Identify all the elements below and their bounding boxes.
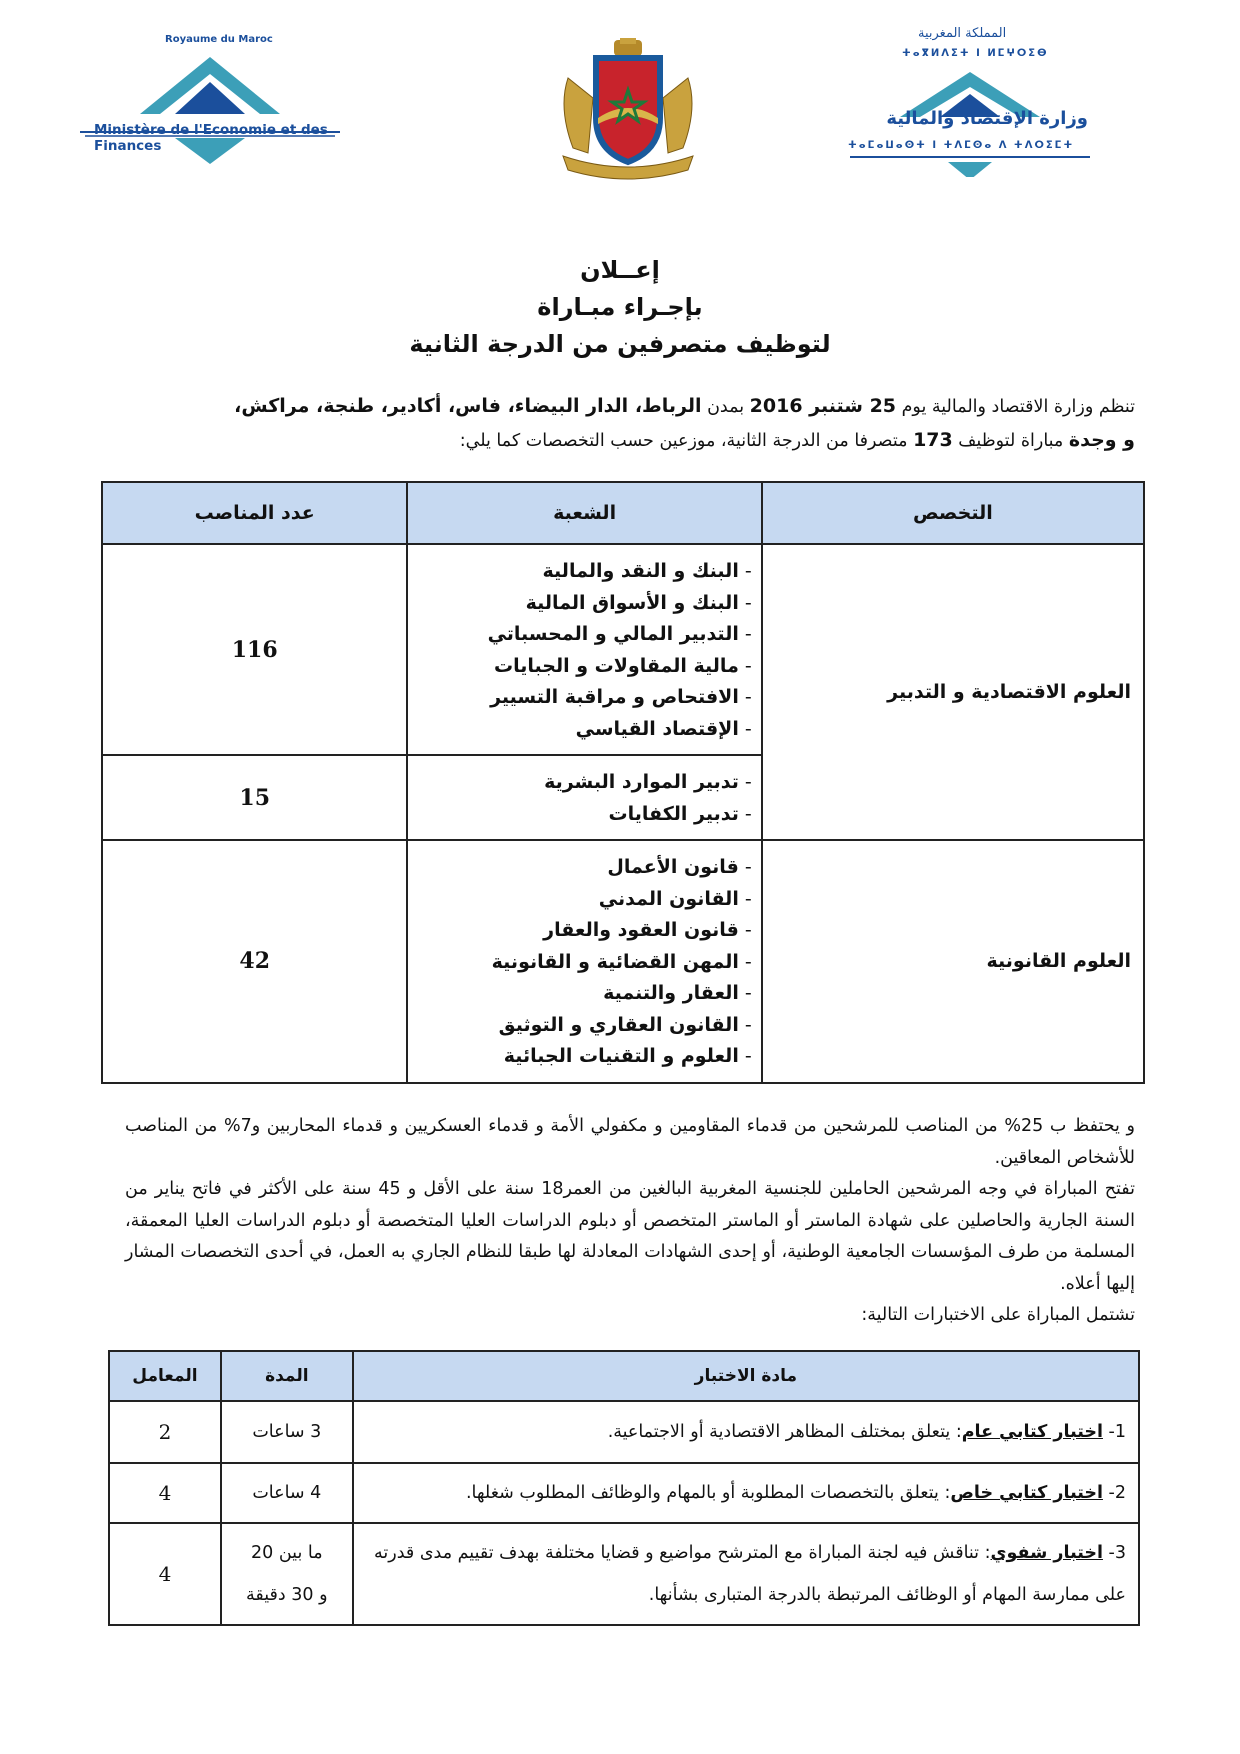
list-item: - قانون العقود والعقار [409,915,751,947]
exam-name: اختبار كتابي خاص [950,1483,1103,1503]
logo-ministry-name-tifinagh: ⵜⴰⵎⴰⵡⴰⵙⵜ ⵏ ⵜⴷⵎⵙⴰ ⴷ ⵜⴷⵔⵉⵎⵜ [848,140,1075,151]
positions-count: 15 [102,755,407,840]
intro-text: تنظم وزارة الاقتصاد والمالية يوم [896,397,1135,417]
intro-paragraph [160,390,1135,458]
header-coefficient: المعامل [109,1351,221,1401]
list-item: - الإقتصاد القياسي [409,714,751,746]
logo-kingdom-label-ar: المملكة المغربية [918,26,1007,41]
cities-list-end: و وجدة [1068,429,1135,451]
duration-min: ما بين 20 [251,1543,323,1563]
header-specialty: التخصص [762,482,1144,544]
list-item: - القانون العقاري و التوثيق [409,1010,751,1042]
header-exam-subject: مادة الاختبار [353,1351,1139,1401]
intro-text: بمدن [701,397,750,417]
announcement-titles [0,252,1240,363]
table-header-row [102,482,1144,544]
cities-list: الرباط، الدار البيضاء، فاس، أكادير، طنجة، مراكش، [234,395,702,417]
exam-description: : يتعلق بالتخصصات المطلوبة أو بالمهام والوظائف المطلوب شغلها. [465,1483,951,1503]
exam-number: 1- [1102,1422,1126,1442]
exam-coefficient: 2 [109,1401,221,1463]
table-row [102,840,1144,1083]
list-item: - تدبير الكفايات [409,799,751,831]
date-year: 2016 [749,395,803,417]
list-item: - التدبير المالي و المحسباتي [409,619,751,651]
exam-description: : يتعلق بمختلف المظاهر الاقتصادية أو الاجتماعية. [607,1422,962,1442]
list-item: - تدبير الموارد البشرية [409,767,751,799]
exam-duration: 3 ساعات [221,1401,353,1463]
list-item: - قانون الأعمال [409,852,751,884]
list-item: - الافتحاص و مراقبة التسيير [409,682,751,714]
positions-table [101,481,1145,1084]
exams-table [108,1350,1140,1626]
header-count: عدد المناصب [102,482,407,544]
branch-list [407,840,761,1083]
positions-count: 116 [102,544,407,755]
exam-name: اختبار شفوي [990,1543,1103,1563]
list-item: - العلوم و التقنيات الجبائية [409,1041,751,1073]
intro-text: مباراة لتوظيف [952,431,1069,451]
branch-list [407,755,761,840]
table-row [109,1401,1139,1463]
positions-count: 42 [102,840,407,1083]
list-item: - البنك و النقد والمالية [409,556,751,588]
specialty-economics: العلوم الاقتصادية و التدبير [762,544,1144,840]
list-item: - مالية المقاولات و الجبايات [409,651,751,683]
exam-name: اختبار كتابي عام [961,1422,1103,1442]
table-header-row [109,1351,1139,1401]
header-branch: الشعبة [407,482,761,544]
list-item: - العقار والتنمية [409,978,751,1010]
moroccan-coat-of-arms-icon [548,38,708,180]
exam-number: 3- [1102,1543,1126,1563]
exam-coefficient: 4 [109,1523,221,1625]
ministry-logo-fr [80,30,380,165]
branch-list [407,544,761,755]
logo-kingdom-label-tifinagh: ⵜⴰⴳⵍⴷⵉⵜ ⵏ ⵍⵎⵖⵔⵉⴱ [902,48,1049,59]
exam-duration [221,1523,353,1625]
list-item: - القانون المدني [409,884,751,916]
exam-subject [353,1523,1139,1625]
table-row [109,1523,1139,1625]
exam-coefficient: 4 [109,1463,221,1523]
eligibility-paragraph: تفتح المباراة في وجه المرشحين الحاملين للجنسية المغربية البالغين من العمر18 سنة على الأقل و 45 سنة على الأكثر في فاتح يناير من السنة الجارية والحاصلين على شهادة الماستر أو الماستر المتخصص أو دبلوم الدراسات العليا المتخصصة أو دبلوم الدراسات العليا المعمقة، المسلمة من طرف المؤسسات الجامعية الوطنية، أو إحدى الشهادات المعادلة لها طبقا للنظام الجاري به العمل، في أحدى التخصصات المشار إليها أعلاه. [125,1179,1136,1294]
header-duration: المدة [221,1351,353,1401]
title-announcement: إعــلان [580,256,660,284]
exam-subject [353,1401,1139,1463]
exams-intro: تشتمل المباراة على الاختبارات التالية: [861,1305,1135,1325]
logo-ministry-name: Ministère de l'Economie et des Finances [94,122,328,154]
exam-description: : تناقش فيه لجنة المباراة مع المترشح مواضيع و قضايا مختلفة بهدف تقييم مدى قدرته على ممارسة المهام أو الوظائف المرتبطة بالدرجة المتبارى بشأنها. [374,1543,1126,1605]
ministry-logo-ar [840,22,1130,172]
exam-number: 2- [1102,1483,1126,1503]
exam-duration: 4 ساعات [221,1463,353,1523]
title-competition: بإجـراء مبـاراة [537,293,703,321]
logo-kingdom-label: Royaume du Maroc [165,34,273,45]
title-recruitment: لتوظيف متصرفين من الدرجة الثانية [409,330,831,358]
table-row [109,1463,1139,1523]
reserved-positions-paragraph: و يحتفظ ب 25% من المناصب للمرشحين من قدماء المقاومين و مكفولي الأمة و قدماء العسكريين و قدماء المحاربين و7% من المناصب للأشخاص المعاقين. [125,1116,1135,1168]
intro-text: متصرفا من الدرجة الثانية، موزعين حسب التخصصات كما يلي: [459,431,914,451]
positions-total: 173 [913,429,953,451]
logo-ministry-name-ar: وزارة الإقتصاد والمالية [886,108,1088,129]
list-item: - البنك و الأسواق المالية [409,588,751,620]
table-row [102,544,1144,755]
specialty-law: العلوم القانونية [762,840,1144,1083]
date-month: شتنبر [802,395,870,417]
exam-subject [353,1463,1139,1523]
date-day: 25 [869,395,897,417]
duration-max: و 30 دقيقة [246,1585,328,1605]
list-item: - المهن القضائية و القانونية [409,947,751,979]
